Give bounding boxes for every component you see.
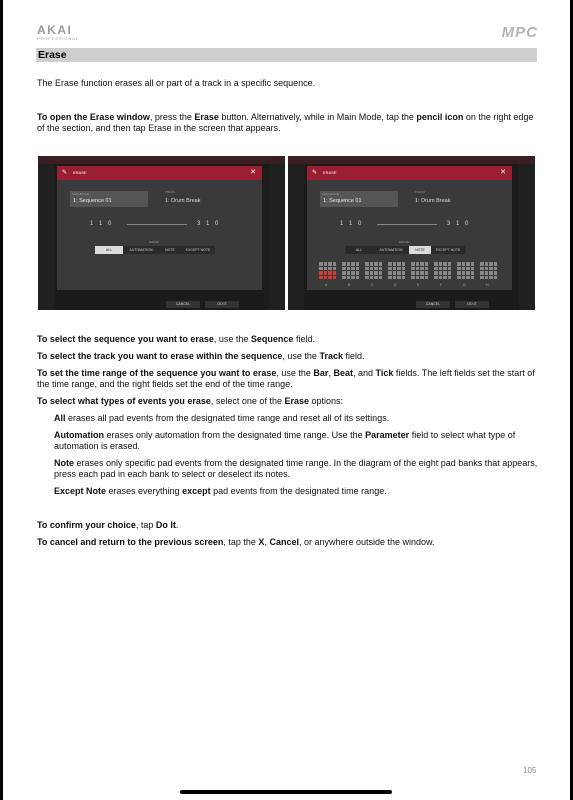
pad[interactable] xyxy=(388,271,392,275)
pad[interactable] xyxy=(411,271,415,275)
screen-topbar xyxy=(38,156,285,164)
pad[interactable] xyxy=(379,271,383,275)
pad[interactable] xyxy=(434,276,438,280)
cancel-button[interactable]: CANCEL xyxy=(166,301,200,308)
confirm-paragraph xyxy=(37,520,538,531)
pad[interactable] xyxy=(324,267,328,271)
pad[interactable] xyxy=(466,271,470,275)
pad[interactable] xyxy=(347,267,351,271)
pad[interactable] xyxy=(393,276,397,280)
pad[interactable] xyxy=(347,262,351,266)
brand-name: AKAI xyxy=(37,23,73,37)
pad[interactable] xyxy=(420,276,424,280)
pad[interactable] xyxy=(370,267,374,271)
pad[interactable] xyxy=(397,271,401,275)
brand-sub: PROFESSIONAL xyxy=(37,36,79,41)
text-run: erases everything xyxy=(106,486,183,496)
pad-bank xyxy=(342,262,360,287)
text-run: field to select what type of automation is erased. xyxy=(54,430,516,451)
text-run: , use the xyxy=(213,334,251,344)
sequence-field[interactable] xyxy=(70,191,148,207)
pad[interactable] xyxy=(319,267,323,271)
akai-logo xyxy=(37,25,79,41)
dialog-header xyxy=(307,166,512,180)
pad-bank-label: C xyxy=(371,283,374,287)
bold-run: Parameter xyxy=(365,430,410,440)
erase-dialog xyxy=(307,166,512,290)
pad[interactable] xyxy=(342,276,346,280)
text-run: options: xyxy=(308,396,344,406)
pad-bank-label: D xyxy=(394,283,397,287)
bold-run: Tick xyxy=(375,368,394,378)
cancel-button[interactable]: CANCEL xyxy=(416,301,450,308)
pad[interactable] xyxy=(425,271,429,275)
text-run: , press the xyxy=(149,112,195,122)
option-except-note xyxy=(54,486,538,497)
option-name: All xyxy=(54,413,66,423)
option-name: Note xyxy=(54,458,74,468)
pad[interactable] xyxy=(411,262,415,266)
pad[interactable] xyxy=(448,271,452,275)
step-time-range xyxy=(37,368,538,390)
pad-bank-label: G xyxy=(463,283,466,287)
track-label: TRACK xyxy=(415,190,426,194)
sequence-label: SEQUENCE xyxy=(322,192,339,196)
section-bar xyxy=(36,48,537,62)
pad[interactable] xyxy=(457,276,461,280)
pad[interactable] xyxy=(443,271,447,275)
pad[interactable] xyxy=(342,271,346,275)
pad[interactable] xyxy=(466,262,470,266)
intro-text: The Erase function erases all or part of a track in a specific sequence. xyxy=(37,78,316,88)
pad[interactable] xyxy=(328,262,332,266)
text-run: , use the xyxy=(276,368,314,378)
tab-note[interactable]: NOTE xyxy=(165,248,175,252)
erase-icon: ✎ xyxy=(62,170,68,176)
pad[interactable] xyxy=(471,276,475,280)
pad-bank-label: E xyxy=(417,283,420,287)
text-run: , use the xyxy=(282,351,320,361)
pad[interactable] xyxy=(356,267,360,271)
pad[interactable] xyxy=(356,271,360,275)
open-paragraph xyxy=(37,112,538,134)
pad-bank xyxy=(457,262,475,287)
tab-note[interactable]: NOTE xyxy=(409,246,431,254)
tab-all[interactable]: ALL xyxy=(355,248,363,252)
pad[interactable] xyxy=(379,262,383,266)
pad[interactable] xyxy=(370,262,374,266)
page-number: 105 xyxy=(523,766,537,775)
pad[interactable] xyxy=(480,262,484,266)
pad[interactable] xyxy=(393,267,397,271)
text-run: , or anywhere outside the window. xyxy=(298,537,435,547)
pad[interactable] xyxy=(416,276,420,280)
text-run: erases all pad events from the designated time range and reset all of its settings. xyxy=(65,413,390,423)
erase-icon: ✎ xyxy=(312,170,318,176)
pad-bank-label: F xyxy=(440,283,443,287)
pad[interactable] xyxy=(439,267,443,271)
pad[interactable] xyxy=(374,262,378,266)
pad[interactable] xyxy=(370,276,374,280)
bold-run: Bar xyxy=(313,368,329,378)
pad[interactable] xyxy=(388,267,392,271)
pad[interactable] xyxy=(448,276,452,280)
pad[interactable] xyxy=(333,271,337,275)
home-indicator[interactable] xyxy=(180,790,392,794)
pad[interactable] xyxy=(356,276,360,280)
tab-automation[interactable]: AUTOMATION xyxy=(129,248,153,252)
bold-run: Beat xyxy=(333,368,353,378)
pad[interactable] xyxy=(466,276,470,280)
bold-run: Erase xyxy=(194,112,219,122)
pad[interactable] xyxy=(351,271,355,275)
pad[interactable] xyxy=(351,262,355,266)
bold-run: Erase xyxy=(284,396,309,406)
time-range-slider[interactable] xyxy=(377,224,437,225)
pad[interactable] xyxy=(365,267,369,271)
step-track xyxy=(37,351,538,362)
sequence-label: SEQUENCE xyxy=(72,192,89,196)
step-lead: To set the time range of the sequence you want to erase xyxy=(37,368,277,378)
pad-bank xyxy=(411,262,429,287)
pad[interactable] xyxy=(388,276,392,280)
bold-run: X xyxy=(258,537,265,547)
text-run: erases only automation from the designated time range. Use the xyxy=(104,430,366,440)
pad[interactable] xyxy=(397,267,401,271)
pad[interactable] xyxy=(342,267,346,271)
cancel-lead: To cancel and return to the previous screen xyxy=(37,537,224,547)
pad[interactable] xyxy=(434,262,438,266)
sequence-value: 1: Sequence 01 xyxy=(73,198,112,204)
pad-bank-label: B xyxy=(348,283,351,287)
step-sequence xyxy=(37,334,538,345)
pad[interactable] xyxy=(333,267,337,271)
close-icon[interactable]: ✕ xyxy=(500,169,506,176)
step-lead: To select what types of events you erase xyxy=(37,396,211,406)
bold-run: pencil icon xyxy=(416,112,464,122)
intro-paragraph xyxy=(37,78,538,89)
pad[interactable] xyxy=(397,276,401,280)
pad[interactable] xyxy=(328,276,332,280)
pad[interactable] xyxy=(443,262,447,266)
dialog-header xyxy=(57,166,262,180)
cancel-paragraph xyxy=(37,537,538,548)
pad[interactable] xyxy=(402,262,406,266)
pad[interactable] xyxy=(393,271,397,275)
text-run: , and xyxy=(352,368,376,378)
screen-left-strip xyxy=(288,164,304,310)
pad[interactable] xyxy=(489,262,493,266)
text-run: . xyxy=(175,520,179,530)
pad[interactable] xyxy=(489,276,493,280)
pad[interactable] xyxy=(402,276,406,280)
screenshot-erase-note xyxy=(288,156,535,310)
pad[interactable] xyxy=(494,267,498,271)
text-run: field. xyxy=(293,334,315,344)
pad[interactable] xyxy=(379,276,383,280)
pad-bank-label: A xyxy=(325,283,328,287)
pad[interactable] xyxy=(485,276,489,280)
pad[interactable] xyxy=(379,267,383,271)
pad[interactable] xyxy=(439,276,443,280)
sequence-value: 1: Sequence 01 xyxy=(323,198,362,204)
bold-run: Cancel xyxy=(269,537,299,547)
pad[interactable] xyxy=(462,267,466,271)
tab-except-note[interactable]: EXCEPT NOTE xyxy=(185,248,211,252)
pad[interactable] xyxy=(319,276,323,280)
pad[interactable] xyxy=(347,276,351,280)
pad[interactable] xyxy=(319,262,323,266)
end-time-fields[interactable]: 3 1 0 xyxy=(447,221,471,227)
section-title: Erase xyxy=(38,49,67,61)
pad[interactable] xyxy=(425,262,429,266)
pad[interactable] xyxy=(457,271,461,275)
pad[interactable] xyxy=(342,262,346,266)
pad[interactable] xyxy=(489,267,493,271)
screen-left-strip xyxy=(38,164,54,310)
pad[interactable] xyxy=(489,271,493,275)
open-lead: To open the Erase window xyxy=(37,112,150,122)
screen-right-strip xyxy=(269,164,285,310)
time-range-slider[interactable] xyxy=(127,224,187,225)
option-name: Automation xyxy=(54,430,104,440)
dialog-title: ERASE xyxy=(323,170,337,175)
pad[interactable] xyxy=(494,271,498,275)
pad[interactable] xyxy=(480,267,484,271)
pad[interactable] xyxy=(365,271,369,275)
pad[interactable] xyxy=(411,267,415,271)
start-time-fields[interactable]: 1 1 0 xyxy=(90,221,114,227)
step-lead: To select the sequence you want to erase xyxy=(37,334,214,344)
pad[interactable] xyxy=(494,262,498,266)
pad[interactable] xyxy=(485,267,489,271)
erase-label: ERASE xyxy=(399,240,410,244)
pad[interactable] xyxy=(411,276,415,280)
pad[interactable] xyxy=(448,267,452,271)
pad[interactable] xyxy=(333,276,337,280)
pad-bank-label: H xyxy=(486,283,489,287)
tab-automation[interactable]: AUTOMATION xyxy=(379,248,403,252)
text-run: pad events from the designated time range. xyxy=(210,486,387,496)
pad[interactable] xyxy=(351,267,355,271)
pad[interactable] xyxy=(425,267,429,271)
pad[interactable] xyxy=(416,271,420,275)
pad[interactable] xyxy=(471,262,475,266)
option-all xyxy=(54,413,538,424)
text-run: erases only specific pad events from the designated time range. In the diagram of the eight pad banks that appears, press each pad in each bank to select or deselect its notes. xyxy=(54,458,538,479)
erase-option-tabs xyxy=(95,246,215,254)
pad[interactable] xyxy=(434,271,438,275)
sequence-field[interactable] xyxy=(320,191,398,207)
pad[interactable] xyxy=(416,267,420,271)
pad[interactable] xyxy=(365,276,369,280)
erase-option-tabs xyxy=(345,246,465,254)
pad[interactable] xyxy=(466,267,470,271)
pad[interactable] xyxy=(333,262,337,266)
screen-right-strip xyxy=(519,164,535,310)
bold-run: except xyxy=(182,486,211,496)
text-run: on the right edge of the section, and then tap Erase in the screen that appears. xyxy=(37,112,534,133)
pad[interactable] xyxy=(494,276,498,280)
pad[interactable] xyxy=(471,267,475,271)
pad[interactable] xyxy=(416,262,420,266)
do-it-button[interactable]: DO IT xyxy=(455,301,489,308)
pad[interactable] xyxy=(462,262,466,266)
pad[interactable] xyxy=(448,262,452,266)
bold-run: Do It xyxy=(155,520,176,530)
option-name: Except Note xyxy=(54,486,107,496)
pad[interactable] xyxy=(351,276,355,280)
pad[interactable] xyxy=(402,267,406,271)
pad[interactable] xyxy=(439,262,443,266)
end-time-fields[interactable]: 3 1 0 xyxy=(197,221,221,227)
pad[interactable] xyxy=(402,271,406,275)
pad-bank xyxy=(365,262,383,287)
pad[interactable] xyxy=(443,267,447,271)
pad[interactable] xyxy=(425,276,429,280)
mpc-logo: MPC xyxy=(501,24,538,41)
pad[interactable] xyxy=(365,262,369,266)
step-lead: To select the track you want to erase within the sequence xyxy=(37,351,283,361)
track-label: TRACK xyxy=(165,190,176,194)
pad[interactable] xyxy=(397,262,401,266)
manual-page xyxy=(3,0,570,800)
pad[interactable] xyxy=(374,276,378,280)
pad[interactable] xyxy=(328,267,332,271)
track-value[interactable]: 1: Drum Break xyxy=(165,198,201,204)
text-run: , tap the xyxy=(223,537,259,547)
step-event-types xyxy=(37,396,538,407)
pad[interactable] xyxy=(471,271,475,275)
pad[interactable] xyxy=(370,271,374,275)
pad[interactable] xyxy=(420,271,424,275)
do-it-button[interactable]: DO IT xyxy=(205,301,239,308)
pad[interactable] xyxy=(374,271,378,275)
pad[interactable] xyxy=(485,271,489,275)
confirm-lead: To confirm your choice xyxy=(37,520,136,530)
bold-run: Sequence xyxy=(250,334,294,344)
pad-bank xyxy=(434,262,452,287)
pad[interactable] xyxy=(324,271,328,275)
text-run: fields. The left fields set the start of the time range, and the right fields set the end of the time range. xyxy=(37,368,535,389)
erase-label: ERASE xyxy=(149,240,160,244)
pad[interactable] xyxy=(420,267,424,271)
option-note xyxy=(54,458,538,480)
tab-all[interactable]: ALL xyxy=(95,246,123,254)
text-run: , select one of the xyxy=(210,396,285,406)
option-automation xyxy=(54,430,538,452)
screen-topbar xyxy=(288,156,535,164)
text-run: , xyxy=(264,537,270,547)
pad[interactable] xyxy=(356,262,360,266)
pad[interactable] xyxy=(480,276,484,280)
pad[interactable] xyxy=(480,271,484,275)
pad[interactable] xyxy=(374,267,378,271)
pad[interactable] xyxy=(485,262,489,266)
screenshot-erase-all xyxy=(38,156,285,310)
pad[interactable] xyxy=(439,271,443,275)
close-icon[interactable]: ✕ xyxy=(250,169,256,176)
pad[interactable] xyxy=(328,271,332,275)
dialog-title: ERASE xyxy=(73,170,87,175)
pad[interactable] xyxy=(324,276,328,280)
erase-dialog xyxy=(57,166,262,290)
pad[interactable] xyxy=(393,262,397,266)
pad[interactable] xyxy=(462,271,466,275)
pad[interactable] xyxy=(443,276,447,280)
pad[interactable] xyxy=(388,262,392,266)
pad[interactable] xyxy=(420,262,424,266)
pad-bank xyxy=(388,262,406,287)
text-run: field. xyxy=(342,351,365,361)
bold-run: Track xyxy=(319,351,343,361)
start-time-fields[interactable]: 1 1 0 xyxy=(340,221,364,227)
pad[interactable] xyxy=(319,271,323,275)
track-value[interactable]: 1: Drum Break xyxy=(415,198,451,204)
pad[interactable] xyxy=(324,262,328,266)
text-run: button. Alternatively, while in Main Mode, tap the xyxy=(218,112,417,122)
pad[interactable] xyxy=(434,267,438,271)
pad-bank xyxy=(319,262,337,287)
pad[interactable] xyxy=(457,267,461,271)
text-run: , xyxy=(328,368,334,378)
pad-bank xyxy=(480,262,498,287)
tab-except-note[interactable]: EXCEPT NOTE xyxy=(435,248,461,252)
pad[interactable] xyxy=(462,276,466,280)
pad[interactable] xyxy=(347,271,351,275)
text-run: , tap xyxy=(135,520,156,530)
pad[interactable] xyxy=(457,262,461,266)
